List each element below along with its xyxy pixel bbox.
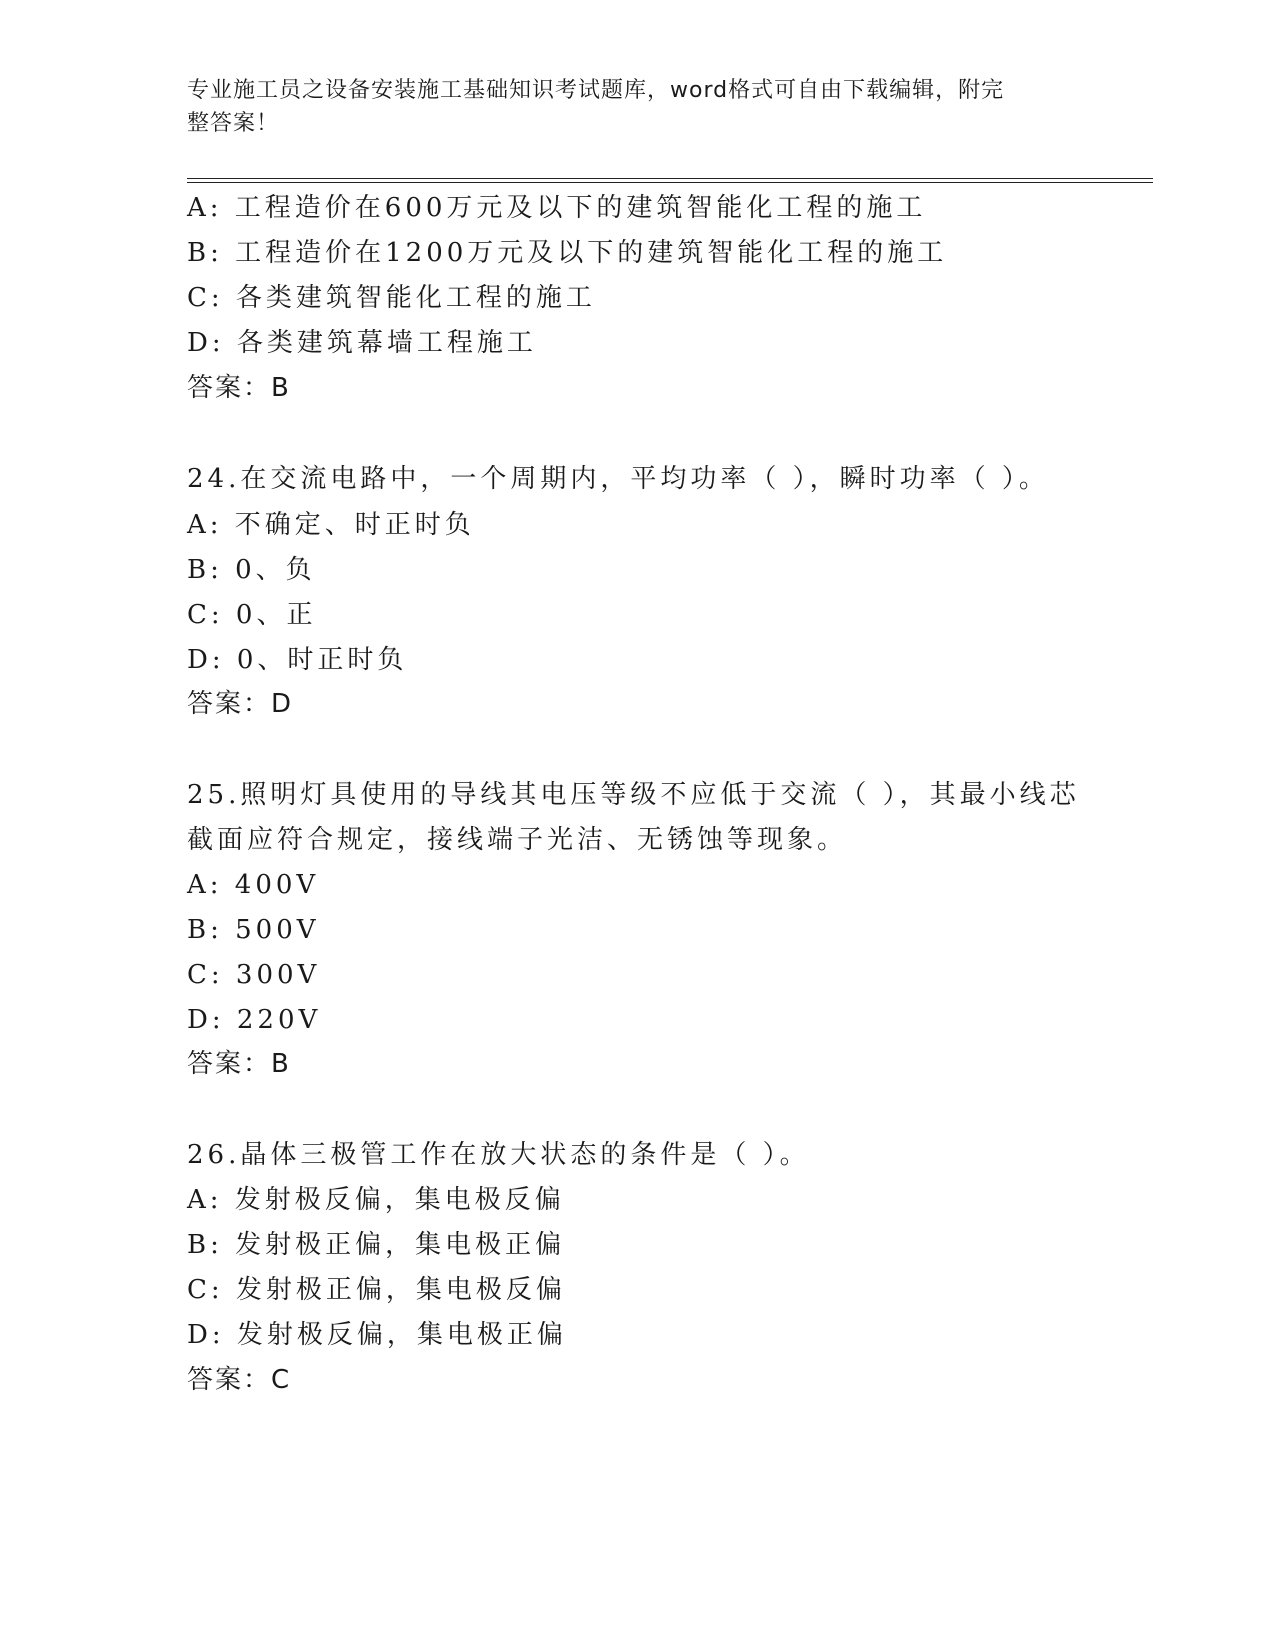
option-c: C: 各类建筑智能化工程的施工 (187, 283, 596, 313)
option-d: D: 220V (187, 1005, 322, 1035)
option-b: B: 0、负 (187, 555, 316, 585)
question-25-stem-line-2: 截面应符合规定，接线端子光洁、无锈蚀等现象。 (187, 825, 848, 855)
answer-text: 答案：C (187, 1365, 292, 1395)
option-a: A: 不确定、时正时负 (187, 510, 475, 540)
answer-text: 答案：B (187, 373, 291, 403)
question-24-stem: 24.在交流电路中，一个周期内，平均功率（ ），瞬时功率（ ）。 (187, 464, 1049, 494)
option-c: C: 发射极正偏，集电极反偏 (187, 1275, 566, 1305)
document-header (187, 74, 1067, 140)
option-b: B: 工程造价在1200万元及以下的建筑智能化工程的施工 (187, 238, 948, 268)
option-c: C: 300V (187, 960, 321, 990)
option-d: D: 0、时正时负 (187, 645, 408, 675)
header-divider-bottom (187, 182, 1153, 183)
option-b: B: 500V (187, 915, 320, 945)
header-line-2: 整答案！ (187, 111, 280, 136)
question-26-stem: 26.晶体三极管工作在放大状态的条件是（ ）。 (187, 1140, 810, 1170)
option-d: D: 发射极反偏，集电极正偏 (187, 1320, 567, 1350)
answer-text: 答案：B (187, 1049, 291, 1079)
answer-text: 答案：D (187, 689, 294, 719)
question-25-stem-line-1: 25.照明灯具使用的导线其电压等级不应低于交流（ ），其最小线芯 (187, 780, 1080, 810)
header-divider-top (187, 178, 1153, 179)
option-b: B: 发射极正偏，集电极正偏 (187, 1230, 566, 1260)
option-a: A: 400V (187, 870, 320, 900)
option-d: D: 各类建筑幕墙工程施工 (187, 328, 537, 358)
option-a: A: 发射极反偏，集电极反偏 (187, 1185, 565, 1215)
option-a: A: 工程造价在600万元及以下的建筑智能化工程的施工 (187, 193, 927, 223)
header-line-1: 专业施工员之设备安装施工基础知识考试题库，word格式可自由下载编辑，附完 (187, 78, 1005, 103)
option-c: C: 0、正 (187, 600, 317, 630)
